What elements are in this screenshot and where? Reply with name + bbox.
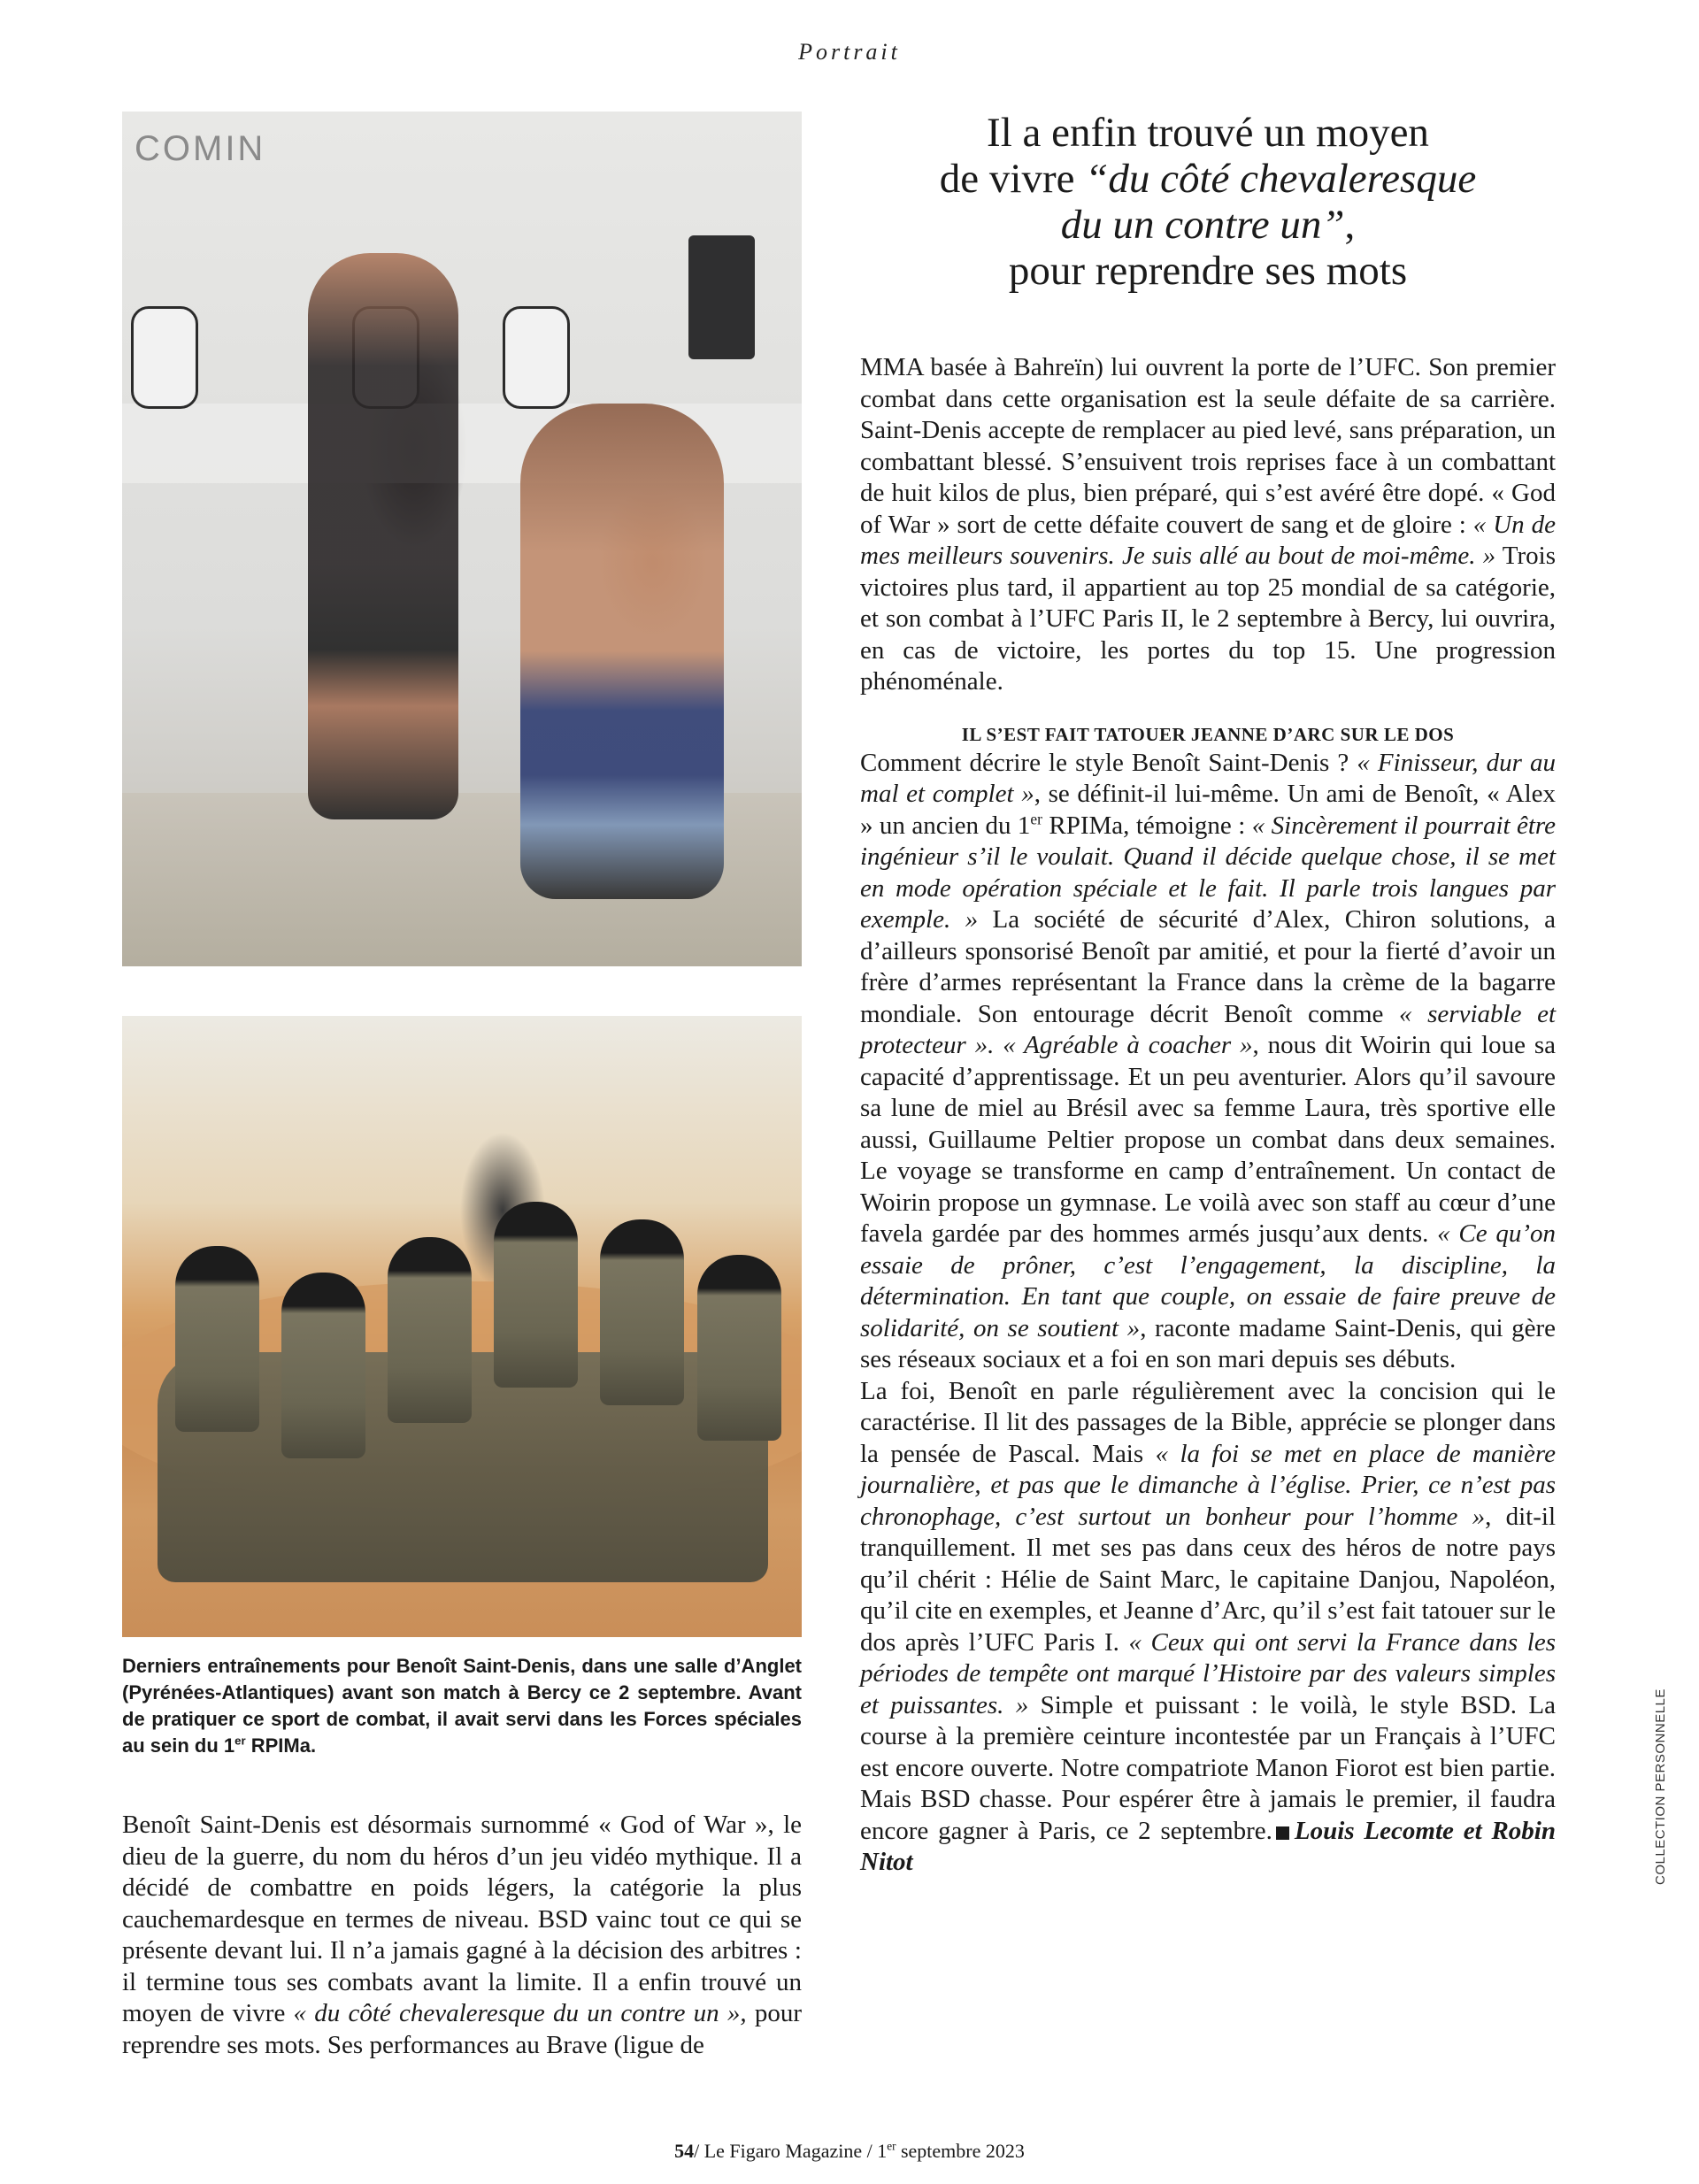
desert-soldiers-photo: [122, 1016, 802, 1637]
soldier-figure: [697, 1255, 781, 1441]
pull-quote-line: de vivre “du côté chevaleresque: [939, 156, 1477, 202]
section-label: Portrait: [798, 39, 901, 65]
photo-credit: COLLECTION PERSONNELLE: [1653, 1688, 1668, 1885]
gym-logo-text: COMIN: [135, 129, 266, 168]
pull-quote-line: Il a enfin trouvé un moyen: [987, 110, 1429, 156]
end-mark-icon: [1276, 1826, 1289, 1840]
article-paragraph: Benoît Saint-Denis est désormais surnommé « God of War », le dieu de la guerre, du nom du héros d’un jeu vidéo mythique. Il a décidé de combattre en poids légers, la catégorie la plus cauchemardesque en termes de niveau. BSD vainc tout ce qui se présente devant lui. Il n’a jamais gagné à la décision des arbitres : il termine tous ses combats avant la limite. Il a enfin trouvé un moyen de vivre « du côté chevaleresque du un contre un », pour reprendre ses mots. Ses performances au Brave (ligue de: [122, 1811, 802, 2059]
byline: Louis Lecomte et Robin Nitot: [860, 1816, 1556, 1876]
sparring-partner-figure: [308, 253, 458, 819]
article-column-left: [122, 1810, 802, 2061]
speaker-icon: [688, 235, 755, 359]
wall-pad-icon: [131, 306, 198, 409]
pull-quote-line: du un contre un”,: [1060, 202, 1356, 248]
article-paragraph: La foi, Benoît en parle régulièrement avec la concision qui le caractérise. Il lit des passages de la Bible, apprécie se plonger dans la pensée de Pascal. Mais « la foi se met en place de manière journalière, et pas que le dimanche à l’église. Prier, ce n’est pas chronophage, c’est surtout un bonheur pour l’homme », dit-il tranquillement. Il met ses pas dans ceux des héros de notre pays qu’il chérit : Hélie de Saint Marc, le capitaine Danjou, Napoléon, qu’il cite en exemples, et Jeanne d’Arc, qu’il s’est fait tatouer sur le dos après l’UFC Paris I. « Ceux qui ont servi la France dans les périodes de tempête ont marqué l’Histoire par des valeurs simples et puissantes. » Simple et puissant : le voilà, le style BSD. La course à la première ceinture incontestée par un Français à l’UFC est encore ouverte. Notre compatriote Manon Fiorot est bien partie. Mais BSD chasse. Pour espérer être à jamais le premier, il faudra encore gagner à Paris, ce 2 septembre. Louis Lecomte et Robin Nitot: [860, 1376, 1557, 1876]
soldier-figure: [494, 1202, 578, 1388]
photo-caption: Derniers entraînements pour Benoît Saint-Denis, dans une salle d’Anglet (Pyrénées-Atlantiques) avant son match à Bercy ce 2 septembre. Avant de pratiquer ce sport de combat, il avait servi dans les Forces spéciales au sein du 1er RPIMa.: [122, 1655, 802, 1757]
pull-quote-line: pour reprendre ses mots: [1008, 248, 1408, 294]
training-photo: [122, 112, 802, 966]
article-paragraph: MMA basée à Bahreïn) lui ouvrent la porte de l’UFC. Son premier combat dans cette organisation est la seule défaite de sa carrière. Saint-Denis accepte de remplacer au pied levé, sans préparation, un combattant blessé. S’ensuivent trois reprises face à un combattant de huit kilos de plus, bien préparé, qui s’est avéré être dopé. « God of War » sort de cette défaite couvert de sang et de gloire : « Un de mes meilleurs souvenirs. Je suis allé au bout de moi-même. » Trois victoires plus tard, il appartient au top 25 mondial de sa catégorie, et son combat à l’UFC Paris II, le 2 septembre à Bercy, lui ouvrira, en cas de victoire, les portes du top 15. Une progression phénoménale.: [860, 353, 1556, 696]
article-subhead: IL S’EST FAIT TATOUER JEANNE D’ARC SUR LE DOS: [961, 723, 1455, 745]
article-column-right: [860, 352, 1556, 1879]
fighter-figure: [520, 404, 724, 899]
page-footer: 54/ Le Figaro Magazine / 1er septembre 2023: [674, 2139, 1025, 2162]
soldier-figure: [175, 1246, 259, 1432]
page-number: 54: [674, 2140, 695, 2162]
soldier-figure: [600, 1219, 684, 1405]
soldier-figure: [388, 1237, 472, 1423]
wall-pad-icon: [503, 306, 570, 409]
pull-quote: [860, 110, 1556, 294]
article-paragraph: Comment décrire le style Benoît Saint-Denis ? « Finisseur, dur au mal et complet », se définit-il lui-même. Un ami de Benoît, « Alex » un ancien du 1er RPIMa, témoigne : « Sincèrement il pourrait être ingénieur s’il le voulait. Quand il décide quelque chose, il se met en mode opération spéciale et le fait. Il parle trois langues par exemple. » La société de sécurité d’Alex, Chiron solutions, a d’ailleurs sponsorisé Benoît par amitié, et pour la fierté d’avoir un frère d’armes représentant la France dans la crème de la bagarre mondiale. Son entourage décrit Benoît comme « serviable et protecteur ». « Agréable à coacher », nous dit Woirin qui loue sa capacité d’apprentissage. Et un peu aventurier. Alors qu’il savoure sa lune de miel au Brésil avec sa femme Laura, très sportive elle aussi, Guillaume Peltier propose un combat dans deux semaines. Le voyage se transforme en camp d’entraînement. Un contact de Woirin propose un gymnase. Le voilà avec son staff au cœur d’une favela gardée par des hommes armés jusqu’aux dents. « Ce qu’on essaie de prôner, c’est l’engagement, la discipline, la détermination. En tant que couple, on essaie de faire preuve de solidarité, on se soutient », raconte madame Saint-Denis, qui gère ses réseaux sociaux et a foi en son mari depuis ses débuts.: [860, 748, 1557, 1373]
soldier-figure: [281, 1273, 365, 1458]
